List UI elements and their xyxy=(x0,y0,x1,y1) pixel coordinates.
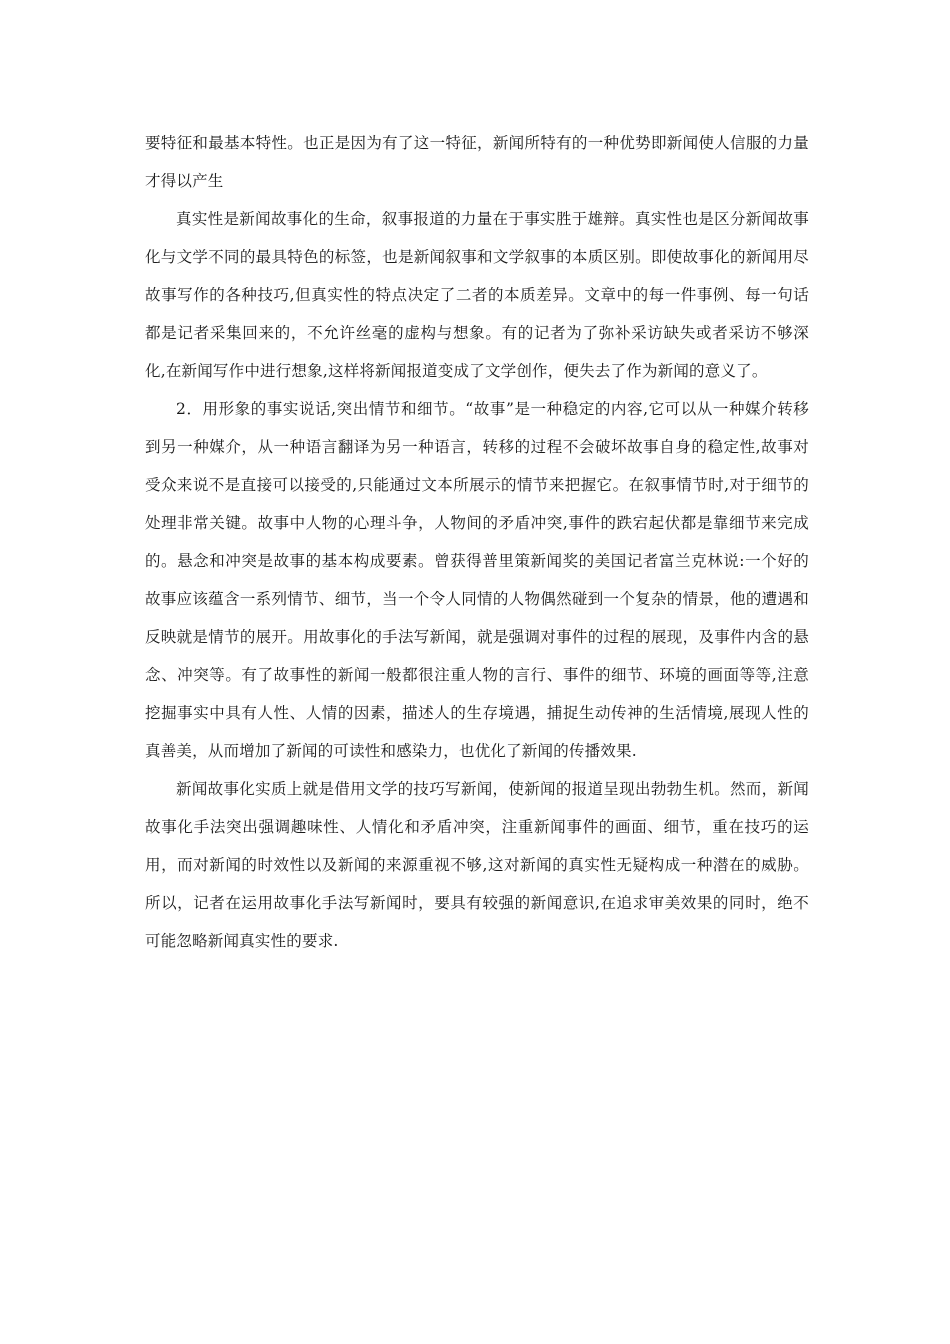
paragraph-continuation: 要特征和最基本特性。也正是因为有了这一特征，新闻所特有的一种优势即新闻使人信服的力量才得以产生 xyxy=(145,134,809,190)
paragraph-truthfulness: 真实性是新闻故事化的生命，叙事报道的力量在于事实胜于雄辩。真实性也是区分新闻故事化与文学不同的最具特色的标签，也是新闻叙事和文学叙事的本质区别。即使故事化的新闻用尽故事写作的各种技巧,但真实性的特点决定了二者的本质差异。文章中的每一件事例、每一句话都是记者采集回来的，不允许丝毫的虚构与想象。有的记者为了弥补采访缺失或者采访不够深化,在新闻写作中进行想象,这样将新闻报道变成了文学创作，便失去了作为新闻的意义了。 xyxy=(145,210,809,380)
paragraph-plot-and-detail: 2．用形象的事实说话,突出情节和细节。“故事”是一种稳定的内容,它可以从一种媒介转移到另一种媒介，从一种语言翻译为另一种语言，转移的过程不会破坏故事自身的稳定性,故事对受众来说不是直接可以接受的,只能通过文本所展示的情节来把握它。在叙事情节时,对于细节的处理非常关键。故事中人物的心理斗争，人物间的矛盾冲突,事件的跌宕起伏都是靠细节来完成的。悬念和冲突是故事的基本构成要素。曾获得普里策新闻奖的美国记者富兰克林说:一个好的故事应该蕴含一系列情节、细节，当一个令人同情的人物偶然碰到一个复杂的情景，他的遭遇和反映就是情节的展开。用故事化的手法写新闻，就是强调对事件的过程的展现，及事件内含的悬念、冲突等。有了故事性的新闻一般都很注重人物的言行、事件的细节、环境的画面等等,注意挖掘事实中具有人性、人情的因素，描述人的生存境遇，捕捉生动传神的生活情境,展现人性的真善美，从而增加了新闻的可读性和感染力，也优化了新闻的传播效果. xyxy=(145,400,809,760)
document-page xyxy=(145,124,809,960)
paragraph-conclusion: 新闻故事化实质上就是借用文学的技巧写新闻，使新闻的报道呈现出勃勃生机。然而，新闻故事化手法突出强调趣味性、人情化和矛盾冲突，注重新闻事件的画面、细节，重在技巧的运用，而对新闻的时效性以及新闻的来源重视不够,这对新闻的真实性无疑构成一种潜在的威胁。所以，记者在运用故事化手法写新闻时，要具有较强的新闻意识,在追求审美效果的同时，绝不可能忽略新闻真实性的要求. xyxy=(145,780,809,950)
